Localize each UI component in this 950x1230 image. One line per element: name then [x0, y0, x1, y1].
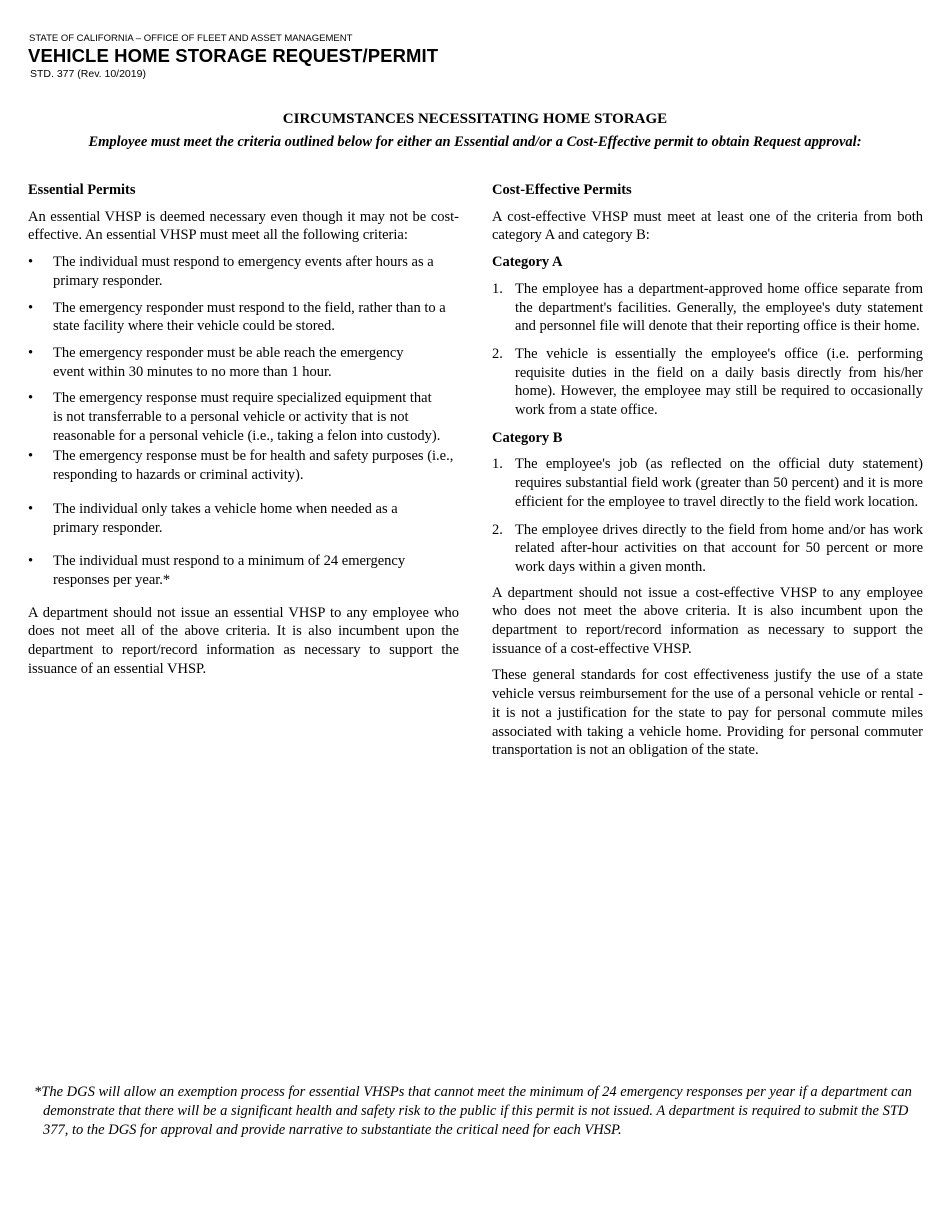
- criteria-item: • The emergency responder must be able reach the emergency event within 30 minutes to no more than 1 hour.: [28, 344, 404, 380]
- cost-effective-closing: A department should not issue a cost-effective VHSP to any employee who does not meet the above criteria. It is also incumbent upon the department to report/record information as necessary to support the issuance of a cost-effective VHSP.: [492, 584, 923, 657]
- essential-closing: A department should not issue an essential VHSP to any employee who does not meet all of the above criteria. It is also incumbent upon the department to report/record information as necessary to support the issuance of an essential VHSP.: [28, 604, 459, 677]
- cost-effective-heading: Cost-Effective Permits: [492, 182, 632, 198]
- footnote: [34, 1083, 914, 1140]
- bullet-icon: •: [28, 299, 34, 316]
- cost-effective-standards: These general standards for cost effectiveness justify the use of a state vehicle versus reimbursement for the use of a personal vehicle or rental - it is not a justification for the state to pay for personal commute miles associated with taking a vehicle home. Providing for personal commuter transportation is not an obligation of the state.: [492, 667, 923, 759]
- essential-heading: Essential Permits: [28, 182, 136, 198]
- criteria-item: • The individual must respond to emergency events after hours as a primary responder.: [28, 254, 434, 289]
- criteria-item: • The emergency response must require specialized equipment that is not transferrable to a personal vehicle or activity that is not reasonable for a personal vehicle (i.e., taking a felon into custody).: [28, 390, 441, 444]
- bullet-icon: •: [28, 448, 34, 465]
- form-number: STD. 377 (Rev. 10/2019): [30, 68, 146, 80]
- criteria-item: • The emergency responder must respond to the field, rather than to a state facility where their vehicle could be stored.: [28, 299, 446, 335]
- criteria-item: • The individual only takes a vehicle home when needed as a primary responder.: [28, 500, 398, 536]
- bullet-icon: •: [28, 500, 34, 517]
- category-b-item: 2. The employee drives directly to the field from home and/or has work related after-hour activities on that account for 50 percent or more work days within a given month.: [492, 521, 923, 575]
- essential-intro: An essential VHSP is deemed necessary even though it may not be cost-effective. An essential VHSP must meet all the following criteria:: [28, 208, 459, 244]
- criteria-item: • The individual must respond to a minimum of 24 emergency responses per year.*: [28, 553, 406, 588]
- cost-effective-permits-column: [492, 181, 923, 768]
- section-title: CIRCUMSTANCES NECESSITATING HOME STORAGE: [282, 111, 668, 127]
- cost-effective-intro: A cost-effective VHSP must meet at least one of the criteria from both category A and category B:: [492, 208, 923, 244]
- category-a-item: 1. The employee has a department-approved home office separate from the department's facilities. Generally, the employee's duty statement and personnel file will denote that their reporting office is their home.: [492, 280, 923, 335]
- criteria-item: • The emergency response must be for health and safety purposes (i.e., responding to hazards or criminal activity).: [28, 448, 454, 484]
- bullet-icon: •: [28, 553, 34, 570]
- category-a-list: [492, 280, 923, 420]
- category-b-item: 1. The employee's job (as reflected on the official duty statement) requires substantial field work (greater than 50 percent) and it is more efficient for the employee to travel directly to the field work location.: [492, 456, 923, 510]
- footnote-text: *The DGS will allow an exemption process for essential VHSPs that cannot meet the minimum of 24 emergency responses per year if a department can demonstrate that there will be a significant health and safety risk to the public if this permit is not issued. A department is required to submit the STD 377, to the DGS for approval and provide narrative to substantiate the critical need for each VHSP.: [34, 1084, 912, 1138]
- category-a-heading: Category A: [492, 254, 563, 271]
- bullet-icon: •: [28, 344, 34, 361]
- category-a-item: 2. The vehicle is essentially the employee's office (i.e. performing requisite duties in the field on a daily basis directly from his/her home). However, the employee may still be required to occasionally work from a state office.: [492, 345, 923, 419]
- agency-line: STATE OF CALIFORNIA – OFFICE OF FLEET AND ASSET MANAGEMENT: [29, 33, 353, 44]
- category-b-list: [492, 455, 923, 576]
- essential-permits-column: [28, 181, 459, 686]
- section-subtitle: Employee must meet the criteria outlined below for either an Essential and/or a Cost-Effective permit to obtain Request approval:: [88, 134, 862, 150]
- bullet-icon: •: [28, 390, 34, 407]
- bullet-icon: •: [28, 254, 34, 271]
- category-b-heading: Category B: [492, 429, 563, 446]
- form-title: VEHICLE HOME STORAGE REQUEST/PERMIT: [28, 45, 439, 66]
- essential-criteria-list: [28, 253, 459, 590]
